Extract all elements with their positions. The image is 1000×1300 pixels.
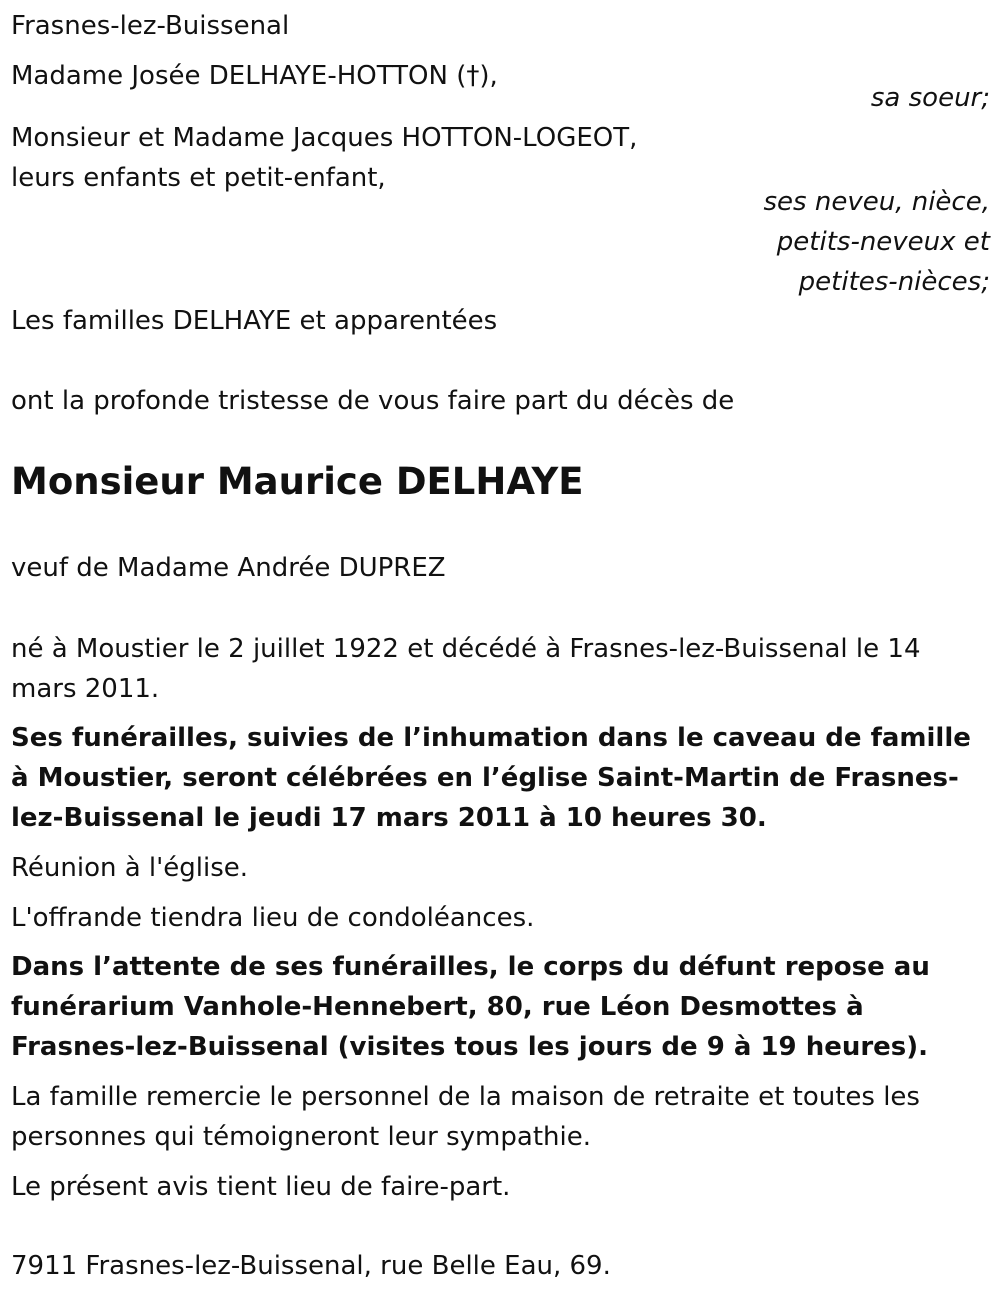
family-nephew-children: leurs enfants et petit-enfant, bbox=[11, 163, 386, 193]
announcement-intro: ont la profonde tristesse de vous faire part du décès de bbox=[11, 386, 735, 416]
header-place: Frasnes-lez-Buissenal bbox=[11, 11, 290, 41]
deceased-spouse: veuf de Madame Andrée DUPREZ bbox=[11, 553, 446, 583]
family-nephew-relation-1: ses neveu, nièce, bbox=[763, 187, 990, 217]
offering-note: L'offrande tiendra lieu de condoléances. bbox=[11, 903, 535, 933]
family-sister-name: Madame Josée DELHAYE-HOTTON (†), bbox=[11, 61, 498, 91]
funeral-details: Ses funérailles, suivies de l’inhumation dans le caveau de famille à Moustier, seront célébrées en l’église Saint-Martin de Frasnes-lez-Buissenal le jeudi 17 mars 2011 à 10 heures 30. bbox=[11, 723, 971, 833]
family-sister-relation: sa soeur; bbox=[870, 83, 990, 113]
family-nephew-relation-2: petits-neveux et bbox=[776, 227, 990, 257]
birth-death-text: né à Moustier le 2 juillet 1922 et décédé à Frasnes-lez-Buissenal le 14 mars 2011. bbox=[11, 634, 921, 704]
viewing-details: Dans l’attente de ses funérailles, le corps du défunt repose au funérarium Vanhole-Hennebert, 80, rue Léon Desmottes à Frasnes-lez-Buissenal (visites tous les jours de 9 à 19 heures). bbox=[11, 952, 930, 1062]
meeting-note: Réunion à l'église. bbox=[11, 853, 249, 883]
family-delhaye-line: Les familles DELHAYE et apparentées bbox=[11, 306, 498, 336]
family-nephew-name: Monsieur et Madame Jacques HOTTON-LOGEOT, bbox=[11, 123, 638, 153]
notice-text: Le présent avis tient lieu de faire-part. bbox=[11, 1172, 511, 1202]
address-text: 7911 Frasnes-lez-Buissenal, rue Belle Eau, 69. bbox=[11, 1251, 611, 1281]
thanks-text: La famille remercie le personnel de la maison de retraite et toutes les personnes qui témoigneront leur sympathie. bbox=[11, 1082, 920, 1152]
deceased-name: Monsieur Maurice DELHAYE bbox=[11, 460, 584, 503]
family-nephew-relation-3: petites-nièces; bbox=[798, 267, 990, 297]
